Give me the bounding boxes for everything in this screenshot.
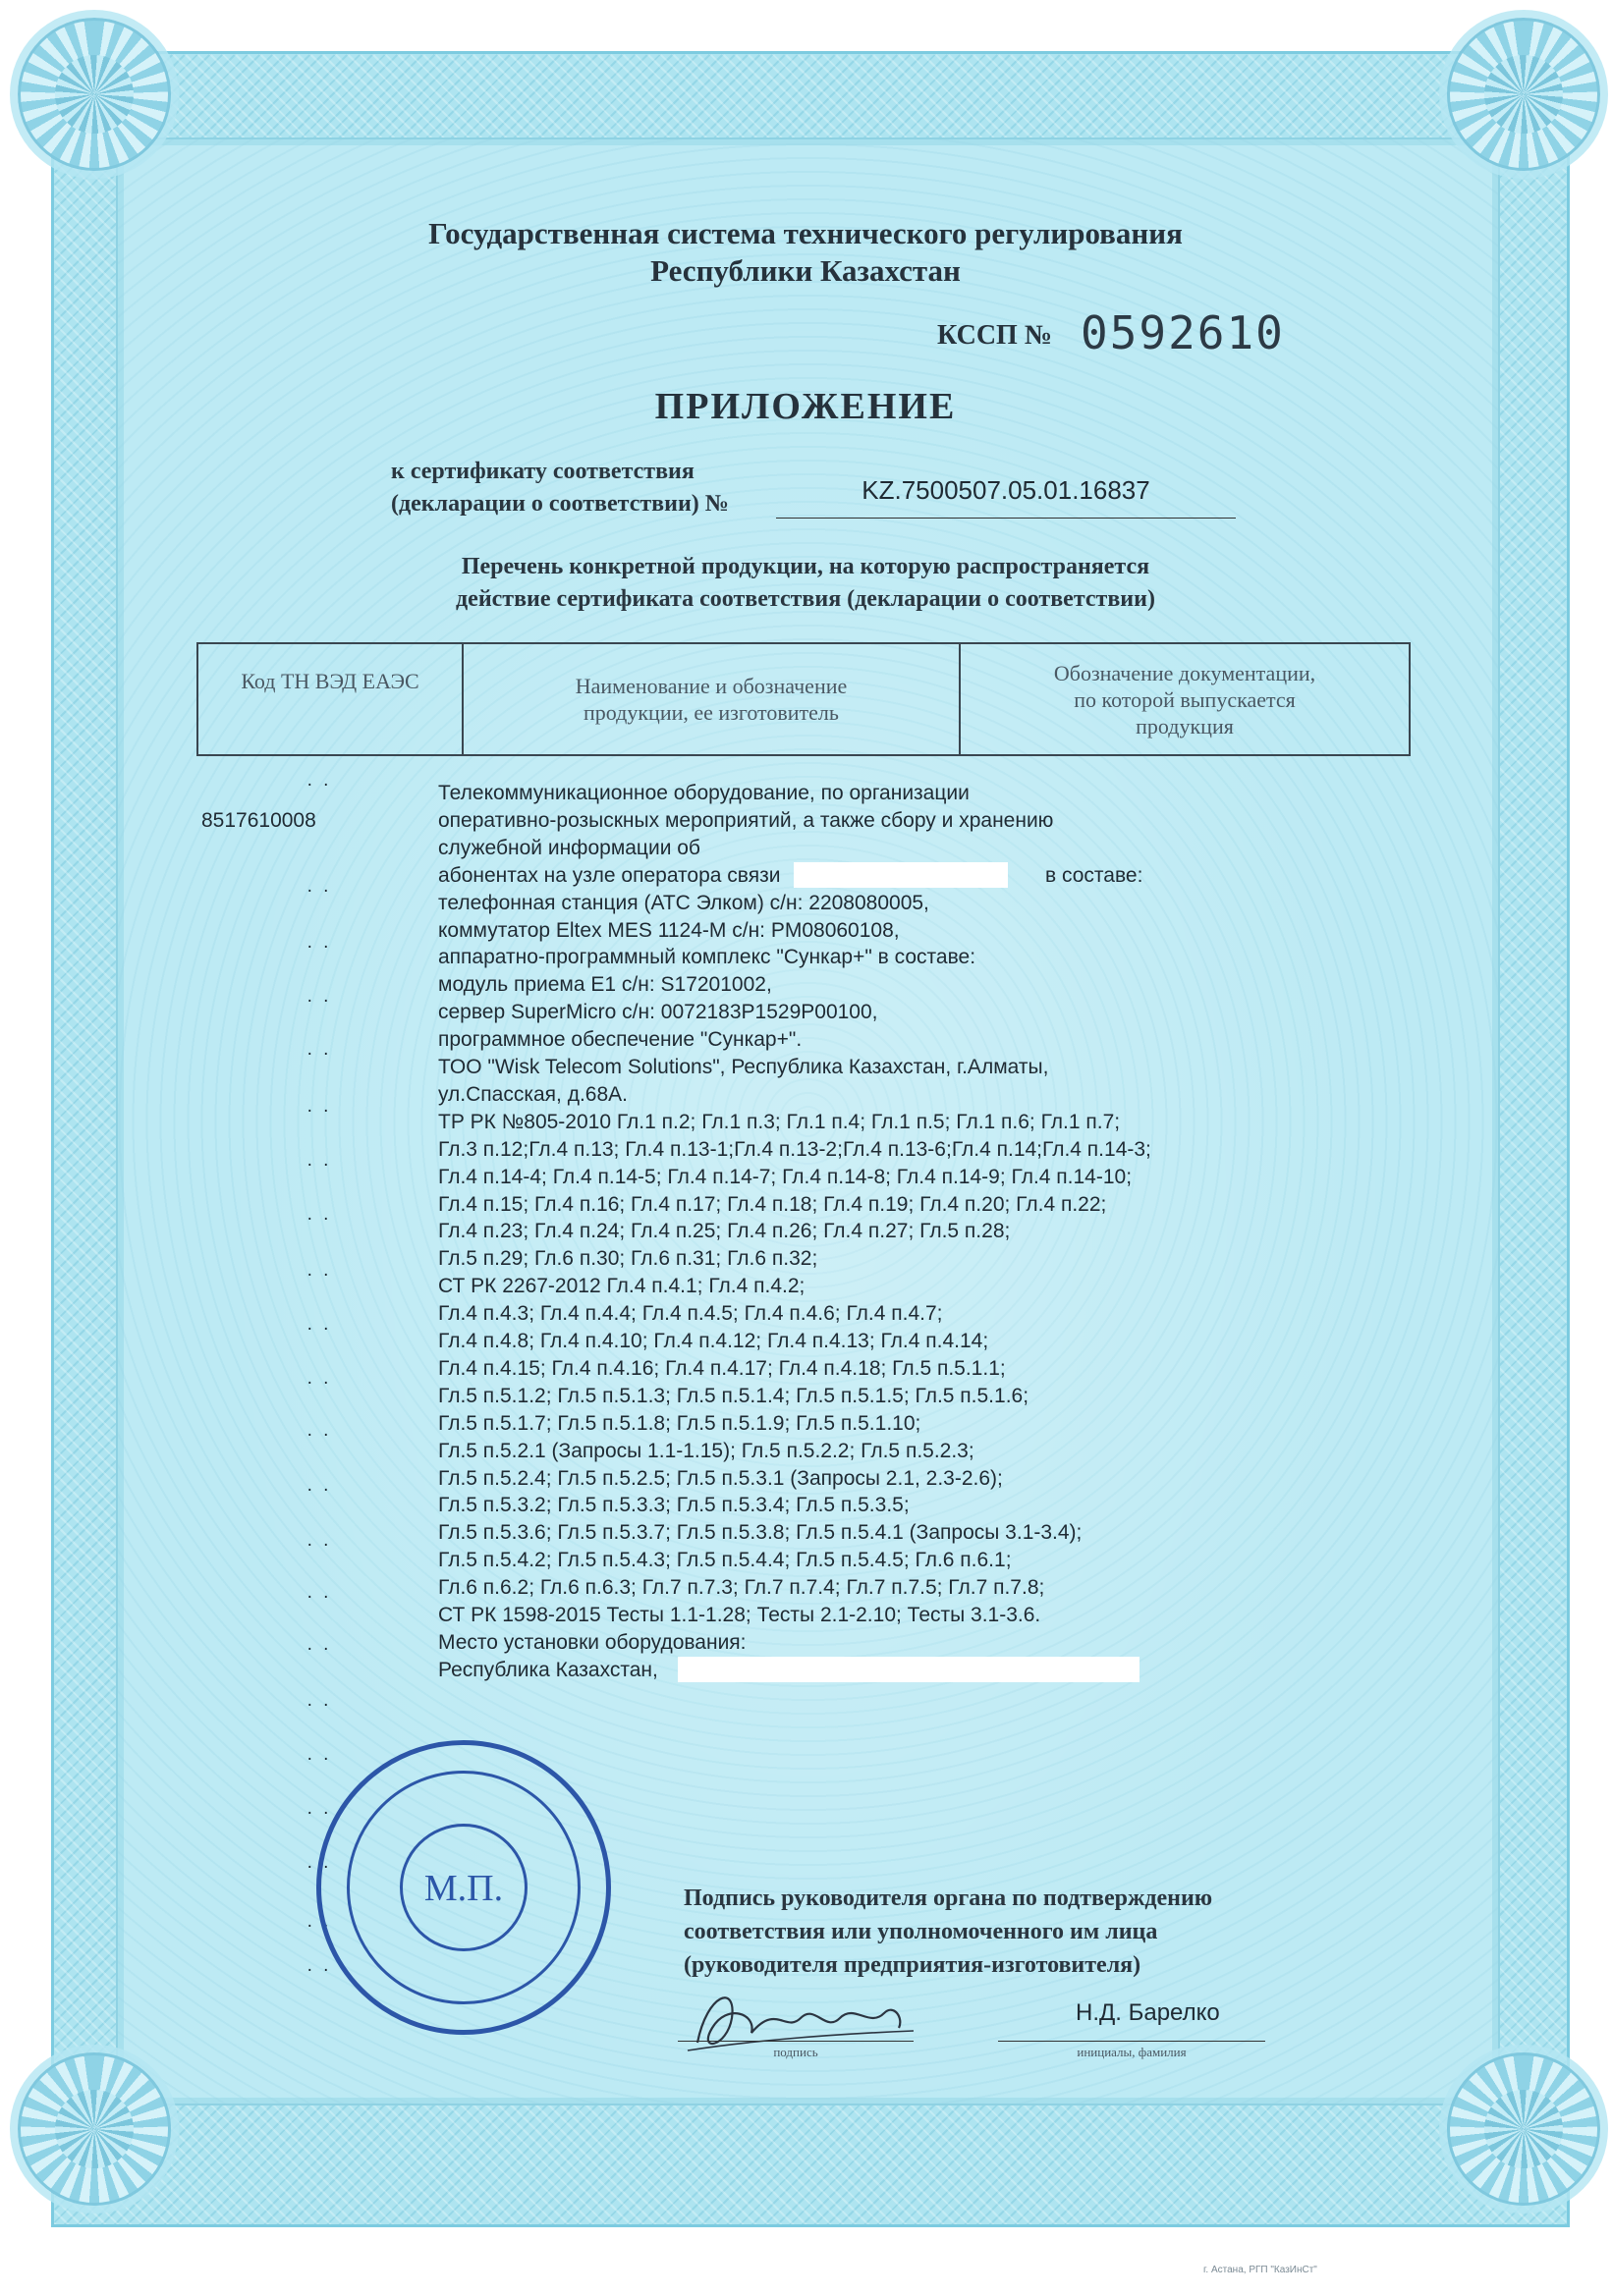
description-line: Гл.4 п.4.15; Гл.4 п.4.16; Гл.4 п.4.17; Гл.4 п.4.18; Гл.5 п.5.1.1;: [438, 1356, 1006, 1380]
description-line: СТ РК 1598-2015 Тесты 1.1-1.28; Тесты 2.1-2.10; Тесты 3.1-3.6.: [438, 1604, 1041, 1626]
signature-underline: [678, 2041, 914, 2042]
initials-label: инициалы, фамилия: [1077, 2045, 1187, 2059]
dot-marker: . .: [306, 770, 332, 791]
description-line: сервер SuperMicro с/н: 0072183P1529P00100,: [438, 1001, 878, 1024]
composition-suffix: в составе:: [1045, 863, 1143, 887]
dot-marker: . .: [306, 986, 332, 1007]
reference-line-1: к сертификату соответствия: [391, 459, 695, 484]
description-line: абонентах на узле оператора связи: [438, 863, 781, 887]
description-line: Гл.5 п.5.2.4; Гл.5 п.5.2.5; Гл.5 п.5.3.1 (Запросы 2.1, 2.3-2.6);: [438, 1466, 1003, 1490]
dot-marker: . .: [306, 1690, 332, 1711]
dot-marker: . .: [306, 1634, 332, 1655]
header-line-2: Республики Казахстан: [650, 253, 961, 288]
description-line: Гл.3 п.12;Гл.4 п.13; Гл.4 п.13-1;Гл.4 п.13-2;Гл.4 п.13-6;Гл.4 п.14;Гл.4 п.14-3;: [438, 1137, 1151, 1161]
description-line: оперативно-розыскных мероприятий, а также сбору и хранению: [438, 808, 1054, 832]
dot-marker: . .: [306, 1420, 332, 1441]
description-line: ул.Спасская, д.68А.: [438, 1082, 628, 1106]
scope-line-1: Перечень конкретной продукции, на которую распространяется: [461, 554, 1150, 579]
dot-marker: . .: [306, 1368, 332, 1389]
description-line: модуль приема E1 с/н: S17201002,: [438, 973, 772, 997]
corner-rosette-bottom-right: [1447, 2052, 1600, 2206]
signature-label: подпись: [773, 2045, 818, 2059]
dot-marker: . .: [306, 1852, 332, 1873]
description-line: Гл.6 п.6.2; Гл.6 п.6.3; Гл.7 п.7.3; Гл.7 п.7.4; Гл.7 п.7.5; Гл.7 п.7.8;: [438, 1576, 1045, 1600]
dot-marker: . .: [306, 1096, 332, 1117]
description-line: Гл.5 п.5.2.1 (Запросы 1.1-1.15); Гл.5 п.5.2.2; Гл.5 п.5.2.3;: [438, 1439, 974, 1462]
signature-caption-line-1: Подпись руководителя органа по подтверждению: [684, 1886, 1213, 1911]
redaction-mask: [794, 862, 1008, 888]
table-header: [196, 642, 1411, 756]
dot-marker: . .: [306, 1475, 332, 1496]
official-stamp: [316, 1740, 611, 2035]
dot-marker: . .: [306, 1260, 332, 1281]
cert-number-label: КССП №: [937, 320, 1052, 351]
dot-marker: . .: [306, 1798, 332, 1819]
corner-rosette-top-right: [1447, 18, 1600, 171]
scope-line-2: действие сертификата соответствия (декларации о соответствии): [456, 586, 1155, 612]
description-line: Гл.5 п.29; Гл.6 п.30; Гл.6 п.31; Гл.6 п.32;: [438, 1247, 818, 1271]
description-line: Гл.5 п.5.3.2; Гл.5 п.5.3.3; Гл.5 п.5.3.4; Гл.5 п.5.3.5;: [438, 1494, 910, 1517]
redaction-mask: [678, 1657, 1140, 1682]
description-line: Гл.5 п.5.1.7; Гл.5 п.5.1.8; Гл.5 п.5.1.9; Гл.5 п.5.1.10;: [438, 1411, 921, 1435]
dot-marker: . .: [306, 1530, 332, 1551]
reg-number-underline: [776, 518, 1236, 519]
description-line: программное обеспечение "Сункар+".: [438, 1028, 803, 1052]
description-line: Место установки оборудования:: [438, 1630, 747, 1654]
signature-caption-line-2: соответствия или уполномоченного им лица: [684, 1919, 1158, 1944]
description-line: коммутатор Eltex MES 1124-M с/н: PM08060108,: [438, 918, 900, 942]
description-line: ТОО "Wisk Telecom Solutions", Республика Казахстан, г.Алматы,: [438, 1056, 1049, 1078]
dot-marker: . .: [306, 1039, 332, 1060]
signature-caption-line-3: (руководителя предприятия-изготовителя): [684, 1952, 1141, 1978]
description-line: служебной информации об: [438, 836, 700, 859]
dot-marker: . .: [306, 1314, 332, 1335]
description-line: Телекоммуникационное оборудование, по организации: [438, 782, 970, 804]
dot-marker: . .: [306, 1582, 332, 1603]
reference-line-2: (декларации о соответствии) №: [391, 491, 729, 517]
description-line: СТ РК 2267-2012 Гл.4 п.4.1; Гл.4 п.4.2;: [438, 1275, 806, 1298]
stamp-center-text: М.П.: [423, 1868, 504, 1909]
corner-rosette-bottom-left: [18, 2052, 171, 2206]
column-header-product: Наименование и обозначение продукции, ее изготовитель: [462, 644, 959, 754]
cert-number: 0592610: [1081, 306, 1285, 359]
dot-marker: . .: [306, 932, 332, 953]
tn-ved-code: 8517610008: [201, 809, 316, 832]
dot-marker: . .: [306, 1911, 332, 1932]
description-line: Гл.4 п.4.8; Гл.4 п.4.10; Гл.4 п.4.12; Гл.4 п.4.13; Гл.4 п.4.14;: [438, 1330, 989, 1352]
column-header-code: Код ТН ВЭД ЕАЭС: [241, 669, 419, 693]
description-line: телефонная станция (АТС Элком) с/н: 2208080005,: [438, 891, 929, 914]
dot-marker: . .: [306, 1150, 332, 1171]
column-header-documentation: Обозначение документации, по которой выпускается продукция: [959, 644, 1409, 754]
dot-marker: . .: [306, 1955, 332, 1976]
reg-number: KZ.7500507.05.01.16837: [862, 475, 1150, 505]
corner-rosette-top-left: [18, 18, 171, 171]
dot-marker: . .: [306, 1204, 332, 1225]
description-line: Гл.5 п.5.3.6; Гл.5 п.5.3.7; Гл.5 п.5.3.8; Гл.5 п.5.4.1 (Запросы 3.1-3.4);: [438, 1521, 1083, 1545]
description-line: Гл.5 п.5.4.2; Гл.5 п.5.4.3; Гл.5 п.5.4.4; Гл.5 п.5.4.5; Гл.6 п.6.1;: [438, 1549, 1012, 1572]
description-line: Гл.5 п.5.1.2; Гл.5 п.5.1.3; Гл.5 п.5.1.4; Гл.5 п.5.1.5; Гл.5 п.5.1.6;: [438, 1384, 1029, 1407]
description-line: ТР РК №805-2010 Гл.1 п.2; Гл.1 п.3; Гл.1 п.4; Гл.1 п.5; Гл.1 п.6; Гл.1 п.7;: [438, 1110, 1121, 1133]
printer-footer: г. Астана, РГП "КазИнСт": [1203, 2265, 1317, 2275]
description-line: Гл.4 п.15; Гл.4 п.16; Гл.4 п.17; Гл.4 п.18; Гл.4 п.19; Гл.4 п.20; Гл.4 п.22;: [438, 1192, 1107, 1216]
initials-underline: [998, 2041, 1265, 2042]
dot-marker: . .: [306, 1744, 332, 1765]
dot-marker: . .: [306, 876, 332, 897]
description-line: Гл.4 п.23; Гл.4 п.24; Гл.4 п.25; Гл.4 п.26; Гл.4 п.27; Гл.5 п.28;: [438, 1220, 1011, 1243]
description-line: Республика Казахстан,: [438, 1658, 658, 1681]
description-line: Гл.4 п.14-4; Гл.4 п.14-5; Гл.4 п.14-7; Гл.4 п.14-8; Гл.4 п.14-9; Гл.4 п.14-10;: [438, 1165, 1133, 1188]
description-line: аппаратно-программный комплекс "Сункар+" в составе:: [438, 946, 976, 969]
header-line-1: Государственная система технического регулирования: [428, 216, 1183, 250]
description-line: Гл.4 п.4.3; Гл.4 п.4.4; Гл.4 п.4.5; Гл.4 п.4.6; Гл.4 п.4.7;: [438, 1302, 943, 1326]
signer-name: Н.Д. Барелко: [1076, 1999, 1220, 2026]
document-title: ПРИЛОЖЕНИЕ: [654, 386, 957, 427]
